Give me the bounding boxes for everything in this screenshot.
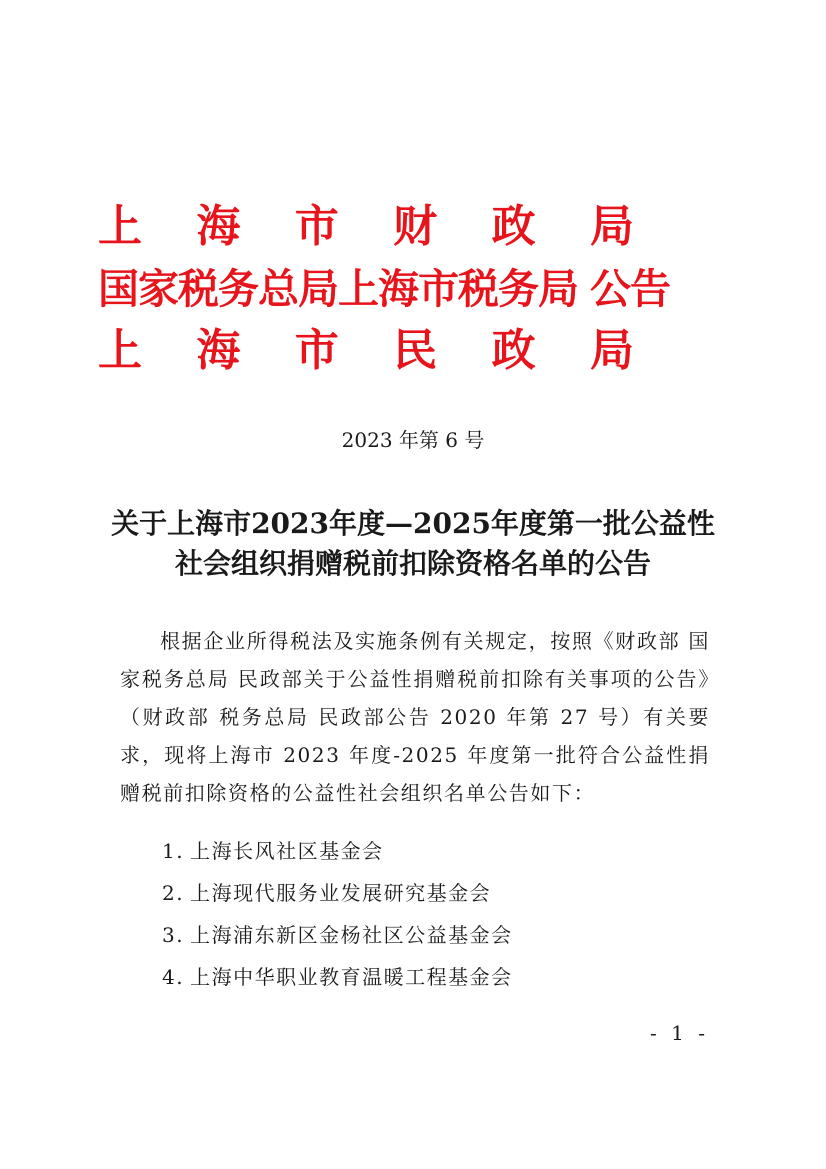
masthead-char: 政 [491, 325, 536, 376]
masthead-civil-affairs-bureau [98, 320, 634, 382]
masthead-char: 市 [294, 201, 339, 252]
masthead-finance-bureau [98, 196, 634, 258]
announcement-body: 根据企业所得税法及实施条例有关规定，按照《财政部 国家税务总局 民政部关于公益性捐赠税前扣除有关事项的公告》（财政部 税务总局 民政部公告 2020 年第 27 号）有关要求，现将上海市 2023 年度-2025 年度第一批符合公益性捐赠税前扣除资格的公益性社会组织名单公告如下： [120, 629, 710, 805]
masthead-char: 海 [196, 325, 241, 376]
document-title-line: 社会组织捐赠税前扣除资格名单的公告 [174, 547, 651, 580]
list-item [162, 914, 513, 956]
list-item [162, 956, 513, 998]
list-item-number: 3. [162, 923, 185, 947]
masthead-tax-bureau-name: 国家税务总局上海市税务局 [98, 265, 578, 313]
masthead-char: 上 [98, 325, 142, 376]
document-number: 2023 年第 6 号 [341, 428, 485, 452]
list-item-number: 4. [162, 965, 185, 989]
list-item-name: 上海浦东新区金杨社区公益基金会 [190, 923, 513, 947]
masthead-char: 局 [589, 325, 634, 376]
masthead-char: 海 [196, 201, 241, 252]
masthead-char: 上 [98, 201, 142, 252]
list-item-number: 1. [162, 839, 185, 863]
list-item [162, 872, 513, 914]
masthead-char: 财 [393, 201, 438, 252]
masthead-tax-bureau [98, 258, 670, 320]
masthead-char: 市 [294, 325, 339, 376]
masthead-char: 政 [491, 201, 536, 252]
list-item-name: 上海长风社区基金会 [190, 839, 384, 863]
document-title [60, 504, 766, 584]
list-item-name: 上海现代服务业发展研究基金会 [190, 881, 492, 905]
issuer-masthead [98, 196, 670, 382]
page-number: - 1 - [650, 1021, 709, 1045]
masthead-char: 局 [589, 201, 634, 252]
organization-list [162, 830, 513, 998]
document-title-line: 关于上海市2023年度—2025年度第一批公益性 [111, 507, 715, 540]
list-item-number: 2. [162, 881, 185, 905]
masthead-char: 民 [393, 325, 438, 376]
masthead-announcement-label: 公告 [590, 265, 670, 313]
list-item-name: 上海中华职业教育温暖工程基金会 [190, 965, 513, 989]
list-item [162, 830, 513, 872]
